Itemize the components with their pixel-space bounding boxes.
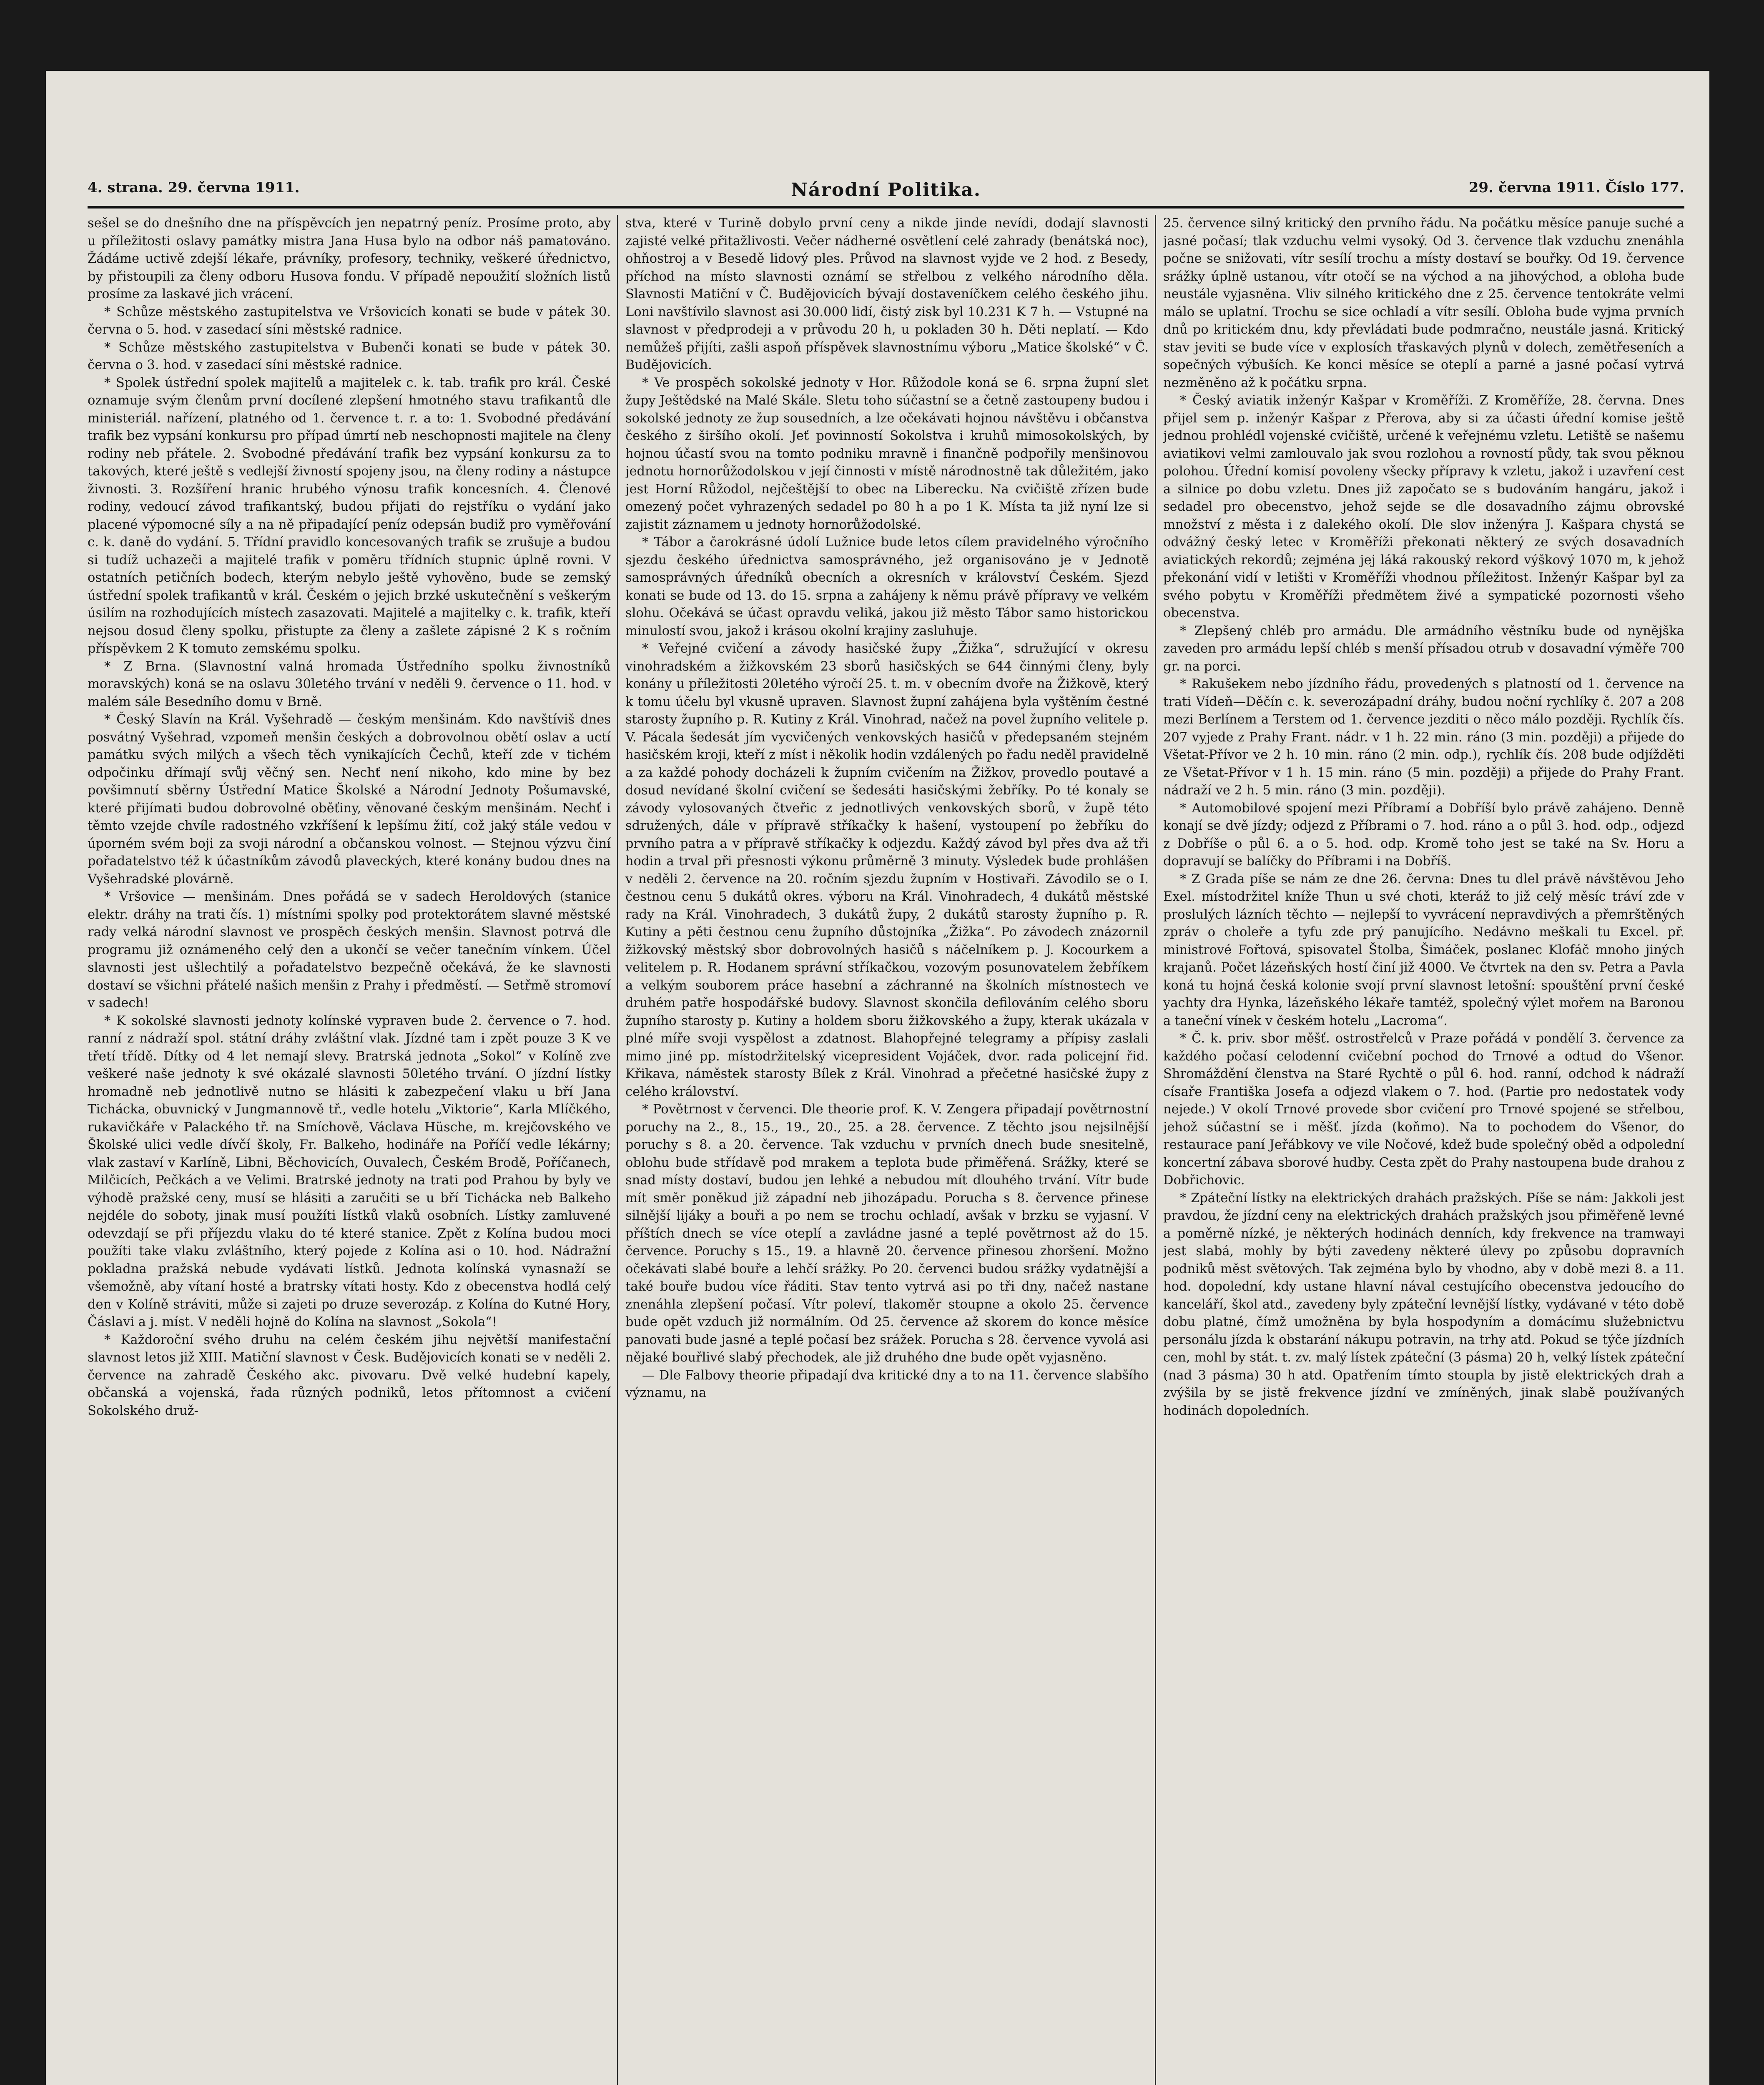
news-paragraph: * Každoroční svého druhu na celém českém jihu největší manifestační slavnost letos již XIII. Matiční slavnost v Česk. Budějovicích konati se v neděli 2. července na zahradě Českého akc. pivovaru. Dvě velké hudební kapely, občanská a vojenská, řada různých podniků, letos přítomnost a cvičení Sokolského druž- bbox=[88, 1332, 611, 1418]
news-paragraph: * Tábor a čarokrásné údolí Lužnice bude letos cílem pravidelného výročního sjezdu českého úřednictva samosprávného, jež organisováno je v Jednotě samosprávných úředníků obecních a okresních v království Českém. Sjezd konati se bude od 13. do 15. srpna a zahájeny k němu právě přípravy ve velkém slohu. Očekává se účast opravdu veliká, jakou již město Tábor samo historickou minulostí svou, jakož i krásou okolní krajiny zasluhuje. bbox=[625, 535, 1149, 638]
news-paragraph: * Povětrnost v červenci. Dle theorie prof. K. V. Zengera připadají povětrnostní poruchy na 2., 8., 15., 19., 20., 25. a 28. července. Z těchto jsou nejsilnější poruchy s 8. a 20. července. Tak vzduchu v prvních dnech bude snesitelně, oblohu bude střídavě pod mrakem a teplota bude přiměřená. Srážky, které se snad místy dostaví, budou jen lehké a nebudou mít dlouhého trvání. Vítr bude mít směr poněkud již západní neb jihozápadu. Porucha s 8. července přinese silnější lijáky a bouři a po nem se trochu ochladí, avšak v brzku se vyjasní. V příštích dnech se více oteplí a zavládne jasné a teplé povětrnost až do 15. července. Poruchy s 15., 19. a hlavně 20. července přinesou zhoršení. Možno očekávati slabé bouře a lehčí srážky. Po 20. červenci budou srážky vydatnější a také bouře budou více řáditi. Stav tento vytrvá asi po tři dny, načež nastane znenáhla zlepšení počasí. Vítr poleví, tlakoměr stoupne a okolo 25. července bude opět vzduch již normálním. Od 25. července až skorem do konce měsíce panovati bude jasné a teplé počasí bez srážek. Porucha s 28. července vyvolá asi nějaké bouřlivé slabý přechodek, ale již druhého dne bude opět vyjasněno. bbox=[625, 1102, 1149, 1365]
page-header bbox=[88, 179, 1684, 208]
news-paragraph: * Zpáteční lístky na elektrických drahách pražských. Píše se nám: Jakkoli jest pravdou, že jízdní ceny na elektrických drahách pražských jsou přiměřeně levné a poměrně nízké, je některých hodinách denních, kdy frekvence na tramwayi jest slabá, mohly by býti zavedeny některé úlevy po způsobu dopravních podniků měst světových. Tak zejména bylo by vhodno, aby v době mezi 8. a 11. hod. dopolední, kdy ustane hlavní nával cestujícího obecenstva jedoucího do kanceláří, škol atd., zavedeny byly zpáteční levnější lístky, vydávané v této době dobu platné, čímž umožněna by byla hospodyním a domácímu služebnictvu personálu jízda k obstarání nákupu potravin, na trhy atd. Pokud se týče jízdních cen, mohl by stát. t. zv. malý lístek zpáteční (3 pásma) 20 h, velký lístek zpáteční (nad 3 pásma) 30 h atd. Opatřením tímto stoupla by jistě elektrických drah a zvýšila by se jistě frekvence jízdní ve zmíněných, jinak slabě používaných hodinách dopoledních. bbox=[1163, 1191, 1684, 1418]
news-paragraph: * Z Grada píše se nám ze dne 26. června: Dnes tu dlel právě návštěvou Jeho Exel. místodržitel kníže Thun u své choti, kteráž to již celý měsíc tráví zde v proslulých lázních těchto — nejlepší to vyvrácení nepravdivých a přemrštěných zpráv o choleře a tyfu zde prý panujícího. Nedávno meškali tu Excel. př. ministrové Fořtová, spisovatel Štolba, Šimáček, poslanec Klofáč mnoho jiných krajanů. Počet lázeňských hostí činí již 4000. Ve čtvrtek na den sv. Petra a Pavla koná tu hojná česká kolonie svojí první slavnost letošní: spouštění první české yachty dra Hynka, lázeňského lékaře tamtéž, společný výlet mořem na Baronou a taneční vínek v českém hotelu „Lacroma“. bbox=[1163, 872, 1684, 1028]
news-paragraph: 25. července silný kritický den prvního řádu. Na počátku měsíce panuje suché a jasné počasí; tlak vzduchu velmi vysoký. Od 3. července tlak vzduchu znenáhla počne se snižovati, vítr sesílí trochu a místy dostaví se bouřky. Od 19. července srážky úplně ustanou, vítr otočí se na východ a na jihovýchod, a obloha bude neustále vyjasněna. Vliv silného kritického dne z 25. července tentokráte velmi málo se uplatní. Trochu se sice ochladí a vítr sesílí. Obloha bude vyjma prvních dnů po kritickém dnu, kdy převládati bude podmračno, neustále jasná. Kritický stav jeviti se bude více v explosích třaskavých plynů v dolech, zemětřeseních a sopečných výbuších. Ke konci měsíce se oteplí a parné a jasné počasí vytrvá nezměněno až k počátku srpna. bbox=[1163, 216, 1684, 390]
news-paragraph: * Spolek ústřední spolek majitelů a majitelek c. k. tab. trafik pro král. České oznamuje svým členům první docílené zlepšení hmotného stavu trafikantů dle ministeriál. nařízení, platného od 1. července t. r. a to: 1. Svobodné předávání trafik bez vypsání konkursu pro případ úmrtí neb neschopnosti majitele na členy rodiny neb přátele. 2. Svobodné předávání trafik bez vypsání konkursu za to takových, které ještě s vedlejší živností spojeny jsou, na členy rodiny a nástupce živnosti. 3. Rozšíření hranic hrubého výnosu trafik koncesních. 4. Členové rodiny, vedoucí závod trafikantský, budou přijati do rejstříku o vydání jako placené výpomocné síly a na ně připadající peníz odepsán budiž pro vyměřování c. k. daně do vydání. 5. Třídní pravidlo koncesovaných trafik se zrušuje a budou si tudíž uchazeči a majitelé trafik v poměru třídních stupnic úplně rovni. V ostatních petičních bodech, kterým nebylo ještě vyhověno, bude se zemský ústřední spolek trafikantů v král. Českém o jejich brzké uskutečnění s veškerým úsilím na rozhodujících místech zasazovati. Majitelé a majitelky c. k. trafik, kteří nejsou dosud členy spolku, přistupte za členy a zašlete zápisné 2 K s ročním příspěvkem 2 K tomuto zemskému spolku. bbox=[88, 375, 611, 656]
news-paragraph: * Schůze městského zastupitelstva ve Vršovicích konati se bude v pátek 30. června o 5. hod. v zasedací síni městské radnice. bbox=[88, 304, 611, 337]
header-page-number-date: 4. strana. 29. června 1911. bbox=[88, 179, 300, 196]
news-paragraph: * Rakušekem nebo jízdního řádu, provedených s platností od 1. července na trati Vídeň—Děčín c. k. severozápadní dráhy, budou noční rychlíky č. 207 a 208 mezi Berlínem a Terstem od 1. července jezditi o něco málo později. Rychlík čís. 207 vyjede z Prahy Frant. nádr. v 1 h. 22 min. ráno (3 min. později) a přijede do Všetat-Přívor ve 2 h. 10 min. ráno (2 min. odp.), rychlík čís. 208 bude odjížděti ze Všetat-Přívor v 1 h. 15 min. ráno (5 min. později) a přijede do Prahy Frant. nádraží ve 2 h. 5 min. ráno (3 min. později). bbox=[1163, 677, 1684, 798]
column-3 bbox=[1163, 215, 1684, 2085]
newspaper-masthead: Národní Politika. bbox=[790, 179, 981, 201]
column-2 bbox=[625, 215, 1149, 2085]
news-paragraph: stva, které v Turině dobylo první ceny a nikde jinde nevídi, dodají slavnosti zajisté velké přitažlivosti. Večer nádherné osvětlení celé zahrady (benátská noc), ohňostroj a v Besedě lidový ples. Průvod na slavnost vyjde ve 2 hod. z Besedy, příchod na místo slavnosti oznámí se střelbou z velkého národního děla. Slavnosti Matiční v Č. Budějovicích bývají dostaveníčkem celého českého jihu. Loni navštívilo slavnost asi 30.000 lidí, čistý zisk byl 10.231 K 7 h. — Vstupné na slavnost v předprodeji a v průvodu 20 h, u pokladen 30 h. Děti neplatí. — Kdo nemůžeš přijíti, zašli aspoň příspěvek slavnostnímu výboru „Matice školské“ v Č. Budějovicích. bbox=[625, 216, 1149, 372]
news-paragraph: sešel se do dnešního dne na příspěvcích jen nepatrný peníz. Prosíme proto, aby u příležitosti oslavy památky mistra Jana Husa bylo na odbor náš pamatováno. Žádáme uctivě zdejší lékaře, právníky, profesory, techniky, veškeré úřednictvo, by přistoupili za členy odboru Husova fondu. V případě nepoužití složních listů prosíme za laskavé jich vrácení. bbox=[88, 216, 611, 301]
news-paragraph: * Schůze městského zastupitelstva v Bubenči konati se bude v pátek 30. června o 3. hod. v zasedací síni městské radnice. bbox=[88, 340, 611, 372]
news-paragraph: * Český aviatik inženýr Kašpar v Kroměříži. Z Kroměříže, 28. června. Dnes přijel sem p. inženýr Kašpar z Přerova, aby si za účasti úřední komise ještě jednou prohlédl vojenské cvičiště, určené k veřejnému vzletu. Letiště se našemu aviatikovi velmi zamlouvalo jak svou rozlohou a rovností půdy, tak svou pěknou polohou. Úřední komisí povoleny všecky přípravy k vzletu, jakož i uzavření cest a silnice po dobu vzletu. Dnes již započato se s budováním hangáru, jakož i sedadel pro obecenstvo, jehož sejde se dle dosavadního zájmu obrovské množství z města i z dalekého okolí. Dle slov inženýra J. Kašpara chystá se odvážný český letec v Kroměříži překonati některý ze svých dosavadních aviatických rekordů; zejména jej láká rakouský rekord výškový 1070 m, k jehož překonání vidí v letišti v Kroměříži vhodnou příležitost. Inženýr Kašpar byl za svého pobytu v Kroměříži předmětem živé a sympatické pozornosti všeho obecenstva. bbox=[1163, 393, 1684, 620]
article-columns bbox=[88, 215, 1684, 2085]
news-paragraph: * Vršovice — menšinám. Dnes pořádá se v sadech Heroldových (stanice elektr. dráhy na trati čís. 1) místními spolky pod protektorátem slavné městské rady velká národní slavnost ve prospěch českých menšin. Slavnost potrvá dle programu již oznámeného celý den a ukončí se večer tanečním vínkem. Účel slavnosti jest ušlechtilý a pořadatelstvo bezpečně očekává, že ke slavnosti dostaví se všichni přátelé našich menšin z Prahy i předměstí. — Setřmě stromoví v sadech! bbox=[88, 889, 611, 1010]
news-paragraph: * Zlepšený chléb pro armádu. Dle armádního věstníku bude od nynějška zaveden pro armádu lepší chléb s menší přísadou otrub v dosavadní výměře 700 gr. na porci. bbox=[1163, 623, 1684, 674]
news-paragraph: — Dle Falbovy theorie připadají dva kritické dny a to na 11. července slabšího významu, na bbox=[625, 1368, 1149, 1400]
newspaper-page bbox=[46, 71, 1709, 2085]
news-paragraph: * Č. k. priv. sbor měšť. ostrostřelců v Praze pořádá v pondělí 3. července za každého počasí celodenní cvičební pochod do Trnové a odtud do Všenor. Shromáždění členstva na Staré Rychtě o půl 6. hod. ranní, odchod k nádraží císaře Františka Josefa a odjezd vlakem o 7. hod. (Partie pro nedostatek vody nejede.) V okolí Trnové provede sbor cvičení pro Trnové spojené se střelbou, jehož súčastní se i měšť. jízda (koňmo). Na to pochodem do Všenor, do restaurace paní Jeřábkovy ve vile Nočové, kdež bude společný oběd a odpolední koncertní zábava sborové hudby. Cesta zpět do Prahy nastoupena bude drahou z Dobřichovic. bbox=[1163, 1031, 1684, 1188]
news-paragraph: * K sokolské slavnosti jednoty kolínské vypraven bude 2. července o 7. hod. ranní z nádraží spol. státní dráhy zvláštní vlak. Jízdné tam i zpět pouze 3 K ve třetí třídě. Dítky od 4 let nemají slevy. Bratrská jednota „Sokol“ v Kolíně zve veškeré naše jednoty k své okázalé slavnosti 50letého trvání. O jízdní lístky hromadně neb jednotlivě nutno se hlásiti k zabezpečení vlaku u bří Jana Tichácka, obuvnický v Jungmannově tř., vedle hotelu „Viktorie“, Karla Mlíčkého, rukavičkáře v Palackého tř. na Smíchově, Václava Hüsche, m. krejčovského ve Školské ulici vedle dívčí školy, Fr. Balkeho, hodináře na Poříčí vedle lékárny; vlak zastaví v Karlíně, Libni, Běchovicích, Ouvalech, Českém Brodě, Poříčanech, Milčicích, Pečkách a ve Velimi. Bratrské jednoty na trati pod Prahou by byly ve výhodě pražské ceny, musí se hlásiti a zaručiti se u bří Tichácka neb Balkeho nejdéle do soboty, jinak musí použíti lístků vlaků osobních. Lístky zamluvené odevzdají se při příjezdu vlaku do té které stanice. Zpět z Kolína budou moci použíti take vlaku zvláštního, který pojede z Kolína asi o 10. hod. Nádražní pokladna pražská nebude vydávati lístků. Jednota kolínská vynasnaží se všemožně, aby vítaní hosté a bratrsky vítati hosty. Kdo z obecenstva hodlá celý den v Kolíně stráviti, může si zajeti po druze severozáp. z Kolína do Kutné Hory, Čáslavi a j. míst. V neděli hojně do Kolína na slavnost „Sokola“! bbox=[88, 1013, 611, 1329]
column-divider bbox=[1155, 215, 1156, 2085]
news-paragraph: * Z Brna. (Slavnostní valná hromada Ústředního spolku živnostníků moravských) koná se na oslavu 30letého trvání v neděli 9. července o 11. hod. v malém sále Besedního domu v Brně. bbox=[88, 659, 611, 709]
news-paragraph: * Automobilové spojení mezi Příbramí a Dobříší bylo právě zahájeno. Denně konají se dvě jízdy; odjezd z Příbrami o 7. hod. ráno a o půl 3. hod. odp., odjezd z Dobříše o půl 6. a o 5. hod. odp. Kromě toho jest se také na Sv. Horu a dopravují se balíčky do Příbrami i na Dobříš. bbox=[1163, 801, 1684, 869]
news-paragraph: * Veřejné cvičení a závody hasičské župy „Žižka“, sdružující v okresu vinohradském a žižkovském 23 sborů hasičských se 644 činnými členy, byly konány u příležitosti 20letého výročí 25. t. m. v obecním dvoře na Žižkově, který k tomu účelu byl vkusně upraven. Slavnost župní zahájena byla vyštěním čestné starosty župního p. R. Kutiny z Král. Vinohrad, načež na povel župního velitele p. V. Pácala šedesát jím vycvičených venkovských hasičů v předepsaném stejném hasičském kroji, kteří z míst i několik hodin vzdálených po řadu neděl pravidelně a za každé pohody docházeli k župním cvičením na Žižkov, provedlo poutavé a dosud nevídané školní cvičení se šedesáti hasičskými žebříky. Po té konaly se závody vylosovaných čtveřic z jednotlivých venkovských sborů, v župě této sdružených, dále v přípravě stříkačky k hašení, vystoupení po žebříku do prvního patra a v přípravě stříkačky k odjezdu. Každý závod byl přes dva až tři hodin a trval při přesnosti výkonu průměrně 3 minuty. Výsledek bude prohlášen v neděli 2. července na 20. ročním sjezdu župním v Hostivaři. Závodilo se o I. čestnou cenu 5 dukátů okres. výboru na Král. Vinohradech, 4 dukátů městské rady na Král. Vinohradech, 3 dukátů župy, 2 dukátů starosty župního p. R. Kutiny a pěti čestnou cenu župního důstojníka „Žižka“. Po závodech znázornil žižkovský městský sbor dobrovolných hasičů s náčelníkem p. J. Kocourkem a velitelem p. R. Hodanem správní stříkačkou, vozovým posunovatelem žebříkem a velkým souborem práce hasební a záchranné na školních místnostech ve druhém patře hospodářské budovy. Slavnost skončila defilováním celého sboru župního starosty p. Kutiny a holdem sboru žižkovského a župy, kterak ukázala v plné míře svoji vyspělost a zdatnost. Blahopřejné telegramy a přípisy zaslali mimo jiné pp. místodržitelský vicepresident Vojáček, dvor. rada policejní řid. Křikava, náměstek starosty Bílek z Král. Vinohrad a přečetné hasičské župy z celého království. bbox=[625, 641, 1149, 1099]
news-paragraph: * Ve prospěch sokolské jednoty v Hor. Růžodole koná se 6. srpna župní slet župy Ještědské na Malé Skále. Sletu toho súčastní se a četně zastoupeny budou i sokolské jednoty ze žup sousedních, a lze očekávati hojnou návštěvu i občanstva českého z širšího okolí. Jeť povinností Sokolstva i kruhů mimosokolských, by hojnou účastí svou na tomto podniku mravně i finančně podpořily menšinovou jednotu hornorůžodolskou v její činnosti v místě národnostně tak důležitém, jako jest Horní Růžodol, nejčeštější to obec na Liberecku. Na cvičiště zřízen bude omezený počet vyhrazených sedadel po 80 h a po 1 K. Místa ta již nyní lze si zajistit záznamem u jednoty hornorůžodolské. bbox=[625, 375, 1149, 532]
header-date-issue-number: 29. června 1911. Číslo 177. bbox=[1468, 179, 1684, 196]
news-paragraph: * Český Slavín na Král. Vyšehradě — českým menšinám. Kdo navštíviš dnes posvátný Vyšehrad, vzpomeň menšin českých a dobrovolnou obětí oslav a uctí památku svých milých a všech těch vynikajících Čechů, kteří zde v tichém odpočinku dřímají svůj věčný sen. Nechť není nikoho, kdo mine by bez povšimnutí sběrny Ústřední Matice Školské a Národní Jednoty Pošumavské, které přijímati budou dobrovolné oběťiny, věnované českým menšinám. Nechť i těmto vzejde chvíle radostného vzkříšení k lepšímu žití, což jaký stále vedou v úporném svém boji za svoji národní a občanskou volnost. — Stejnou výzvu činí pořadatelstvo též k účastníkům závodů plaveckých, které konány budou dnes na Vyšehradské plovárně. bbox=[88, 712, 611, 887]
column-1 bbox=[88, 215, 611, 2085]
column-divider bbox=[617, 215, 618, 2085]
